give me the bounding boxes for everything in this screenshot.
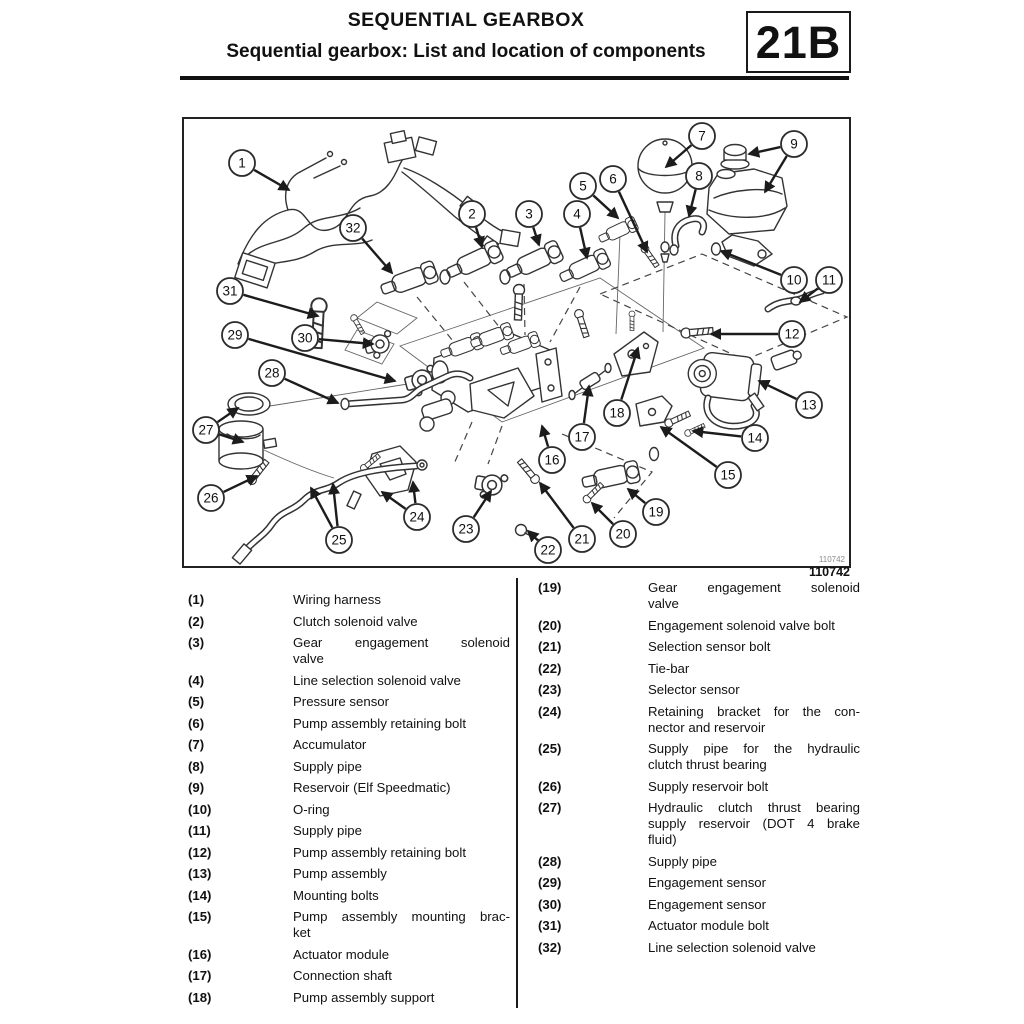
part-number: (19) [538,580,562,595]
part-label: Accumulator [293,737,367,752]
parts-list-item [188,947,510,963]
part-label: Actuator module bolt [648,918,769,933]
figure-ref-inner: 110742 [818,555,845,564]
parts-list-item [188,759,510,775]
callout-number-32: 32 [345,220,361,236]
callout-arrow-3 [533,227,539,245]
callout-arrow-24 [382,492,406,509]
part-label: Supply pipe [648,853,717,869]
callout-number-18: 18 [609,405,625,421]
page-header [170,8,762,64]
callout-number-31: 31 [222,283,238,299]
part-number: (6) [188,715,205,731]
pump-assembly-illustration [636,347,803,437]
parts-list-item [188,592,510,608]
callout-arrow-9 [749,147,780,154]
parts-list-item [188,968,510,984]
part-number: (29) [538,875,562,890]
part-number: (10) [188,801,212,817]
callout-arrow-32 [362,239,392,273]
part-number: (28) [538,853,562,869]
callout-arrow-31 [243,295,318,316]
callout-arrow-4 [580,228,587,258]
part-number: (18) [188,989,212,1005]
part-label: Selector sensor [648,682,740,697]
callout-arrow-16 [542,426,548,447]
callout-number-4: 4 [573,206,581,222]
part-number: (32) [538,939,562,955]
callout-number-9: 9 [790,136,798,152]
callout-arrow-5 [593,195,618,218]
part-label: Engagement sensor [648,896,767,912]
part-label: Engagement sensor [648,875,767,890]
parts-list-item [188,780,510,796]
callout-number-8: 8 [695,168,703,184]
part-number: (4) [188,672,205,688]
page-title: SEQUENTIAL GEARBOX [347,9,585,31]
parts-list-item [538,661,860,677]
part-number: (26) [538,778,562,794]
callout-number-28: 28 [264,365,280,381]
parts-list-item [538,741,860,773]
parts-list-item [538,682,860,698]
callout-number-29: 29 [227,327,243,343]
part-number: (9) [188,780,205,795]
part-label: Supply pipe [293,758,362,774]
callout-number-24: 24 [409,509,425,525]
part-number: (17) [188,968,212,983]
part-label: Pump assembly support [293,989,435,1005]
part-label: Clutch solenoid valve [293,613,418,629]
part-number: (27) [538,800,562,815]
parts-list-item [538,618,860,634]
parts-list-item [188,823,510,839]
part-label: Gear engagement solenoid valve [293,635,510,666]
callout-number-25: 25 [331,532,347,548]
parts-list-item [538,897,860,913]
part-label: Reservoir (Elf Speedmatic) [293,780,451,795]
callout-number-20: 20 [615,526,631,542]
callout-number-16: 16 [544,452,560,468]
callout-number-12: 12 [784,326,800,342]
callout-number-27: 27 [198,422,214,438]
parts-list-item [538,779,860,795]
part-number: (22) [538,660,562,676]
part-number: (12) [188,844,212,860]
part-number: (16) [188,946,212,962]
part-label: Hydraulic clutch thrust bearing supply reservoir (DOT 4 brake fluid) [648,800,860,847]
part-label: Actuator module [293,946,390,962]
parts-list-item [538,800,860,848]
parts-list-item [188,716,510,732]
callout-arrow-13 [759,381,796,399]
callout-number-22: 22 [540,542,556,558]
thrust-bearing-reservoir-illustration [219,393,277,469]
parts-list-item [188,845,510,861]
callout-number-13: 13 [801,397,817,413]
callout-number-23: 23 [458,521,474,537]
callout-arrow-27 [218,408,238,422]
part-label: Wiring harness [293,592,381,607]
page-subtitle: Sequential gearbox: List and location of components [226,41,706,62]
callout-arrow-24 [413,482,415,503]
callout-arrow-20 [592,503,613,524]
column-divider [516,578,518,1008]
callout-number-15: 15 [720,467,736,483]
part-number: (11) [188,823,211,838]
supply-pipe-8-illustration [670,219,704,255]
part-number: (15) [188,909,212,924]
part-label: Retaining bracket for the con- nector and reservoir [648,703,860,735]
part-label: Tie-bar [648,660,690,676]
callout-number-1: 1 [238,155,246,171]
parts-list-left [188,592,510,1011]
part-label: Pump assembly retaining bolt [293,844,466,860]
part-label: Engagement solenoid valve bolt [648,617,835,633]
part-label: Supply reservoir bolt [648,778,769,794]
sensors-illustration [309,298,439,398]
callout-number-14: 14 [747,430,763,446]
parts-list-item [188,694,510,710]
exploded-diagram [184,119,849,566]
part-number: (13) [188,866,212,881]
callout-number-7: 7 [698,128,706,144]
part-number: (3) [188,635,205,650]
parts-list-item [188,888,510,904]
part-label: Line selection solenoid valve [293,672,461,688]
callout-number-10: 10 [786,272,802,288]
parts-list-item [538,875,860,891]
part-label: Pressure sensor [293,694,390,709]
part-number: (1) [188,592,205,607]
callout-number-19: 19 [648,504,664,520]
part-number: (24) [538,703,562,719]
callout-number-2: 2 [468,206,476,222]
part-label: Pump assembly retaining bolt [293,715,466,731]
part-number: (30) [538,896,562,912]
parts-list-item [538,940,860,956]
parts-list-item [538,704,860,736]
reservoir-illustration [707,145,787,267]
exploded-diagram-frame [182,117,851,568]
callout-arrow-8 [689,190,696,216]
part-label: Selection sensor bolt [648,639,771,654]
callout-arrow-25 [311,488,332,528]
part-number: (21) [538,639,562,654]
parts-list-item [188,737,510,753]
accumulator-illustration [638,139,692,262]
callout-number-3: 3 [525,206,533,222]
callout-number-21: 21 [574,531,590,547]
callout-arrow-25 [333,484,338,526]
part-label: Gear engagement solenoid valve [648,580,860,611]
part-label: Supply pipe for the hydraulic clutch thrust bearing [648,741,860,772]
part-number: (14) [188,887,212,903]
callout-number-30: 30 [297,330,313,346]
part-number: (25) [538,741,562,756]
parts-list-right [538,580,860,961]
callout-arrow-1 [254,170,289,190]
parts-list-item [188,635,510,667]
part-label: Supply pipe [293,823,362,838]
parts-list-item [538,580,860,612]
header-rule [180,76,849,80]
part-label: Pump assembly mounting brac- ket [293,909,510,940]
parts-list-item [188,614,510,630]
parts-list-item [188,909,510,941]
parts-list-item [538,854,860,870]
part-number: (2) [188,613,205,629]
figure-ref-caption: 110742 [808,565,850,579]
section-code-box [746,11,851,73]
part-number: (7) [188,737,205,752]
part-label: O-ring [293,801,330,817]
part-number: (5) [188,694,205,709]
callout-number-5: 5 [579,178,587,194]
part-number: (31) [538,918,562,933]
part-label: Connection shaft [293,968,392,983]
parts-list-item [538,639,860,655]
part-label: Pump assembly [293,866,387,881]
callout-arrow-21 [540,483,574,528]
part-number: (23) [538,682,562,697]
callout-number-11: 11 [821,272,837,288]
callout-arrow-14 [693,431,741,436]
parts-list-item [188,866,510,882]
part-number: (8) [188,758,205,774]
part-label: Mounting bolts [293,887,379,903]
section-code: 21B [755,16,842,68]
parts-list-item [188,990,510,1006]
part-number: (20) [538,617,562,633]
callout-number-6: 6 [609,171,617,187]
callout-number-26: 26 [203,490,219,506]
parts-list-item [538,918,860,934]
parts-list-item [188,802,510,818]
parts-list-item [188,673,510,689]
callout-number-17: 17 [574,429,590,445]
part-label: Line selection solenoid valve [648,939,816,955]
